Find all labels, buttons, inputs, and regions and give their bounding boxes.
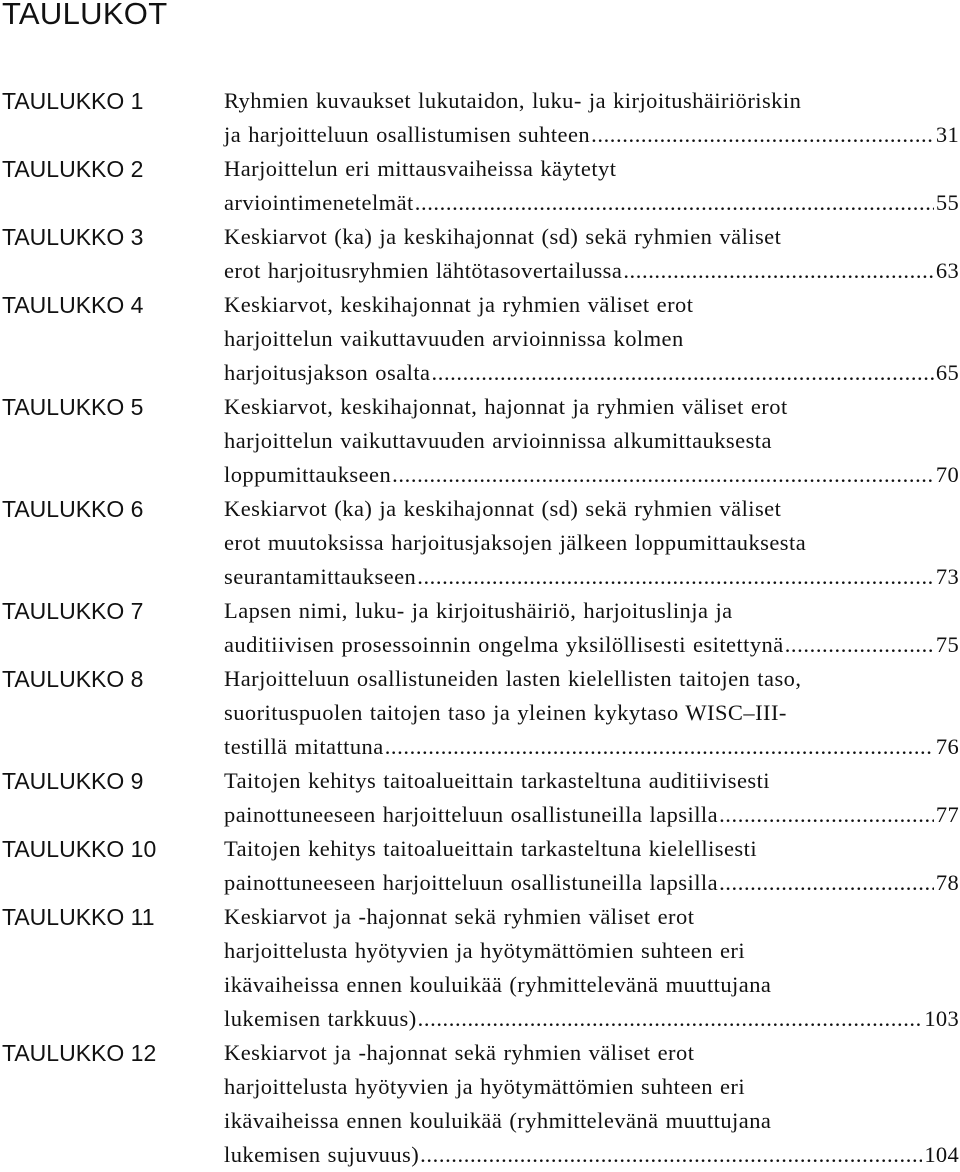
entry-label: TAULUKKO 6 (2, 496, 144, 522)
entry-label: TAULUKKO 10 (2, 836, 157, 862)
toc-entry[interactable] (0, 900, 960, 1036)
entry-title (224, 1036, 960, 1172)
toc-entry[interactable] (0, 594, 960, 662)
entry-title-line: loppumittaukseen (224, 462, 392, 487)
entry-title-line: ikävaiheissa ennen kouluikää (ryhmittelevänä muuttujana (224, 1108, 772, 1133)
entry-title-line: testillä mitattuna (224, 734, 384, 759)
page-number: 73 (935, 564, 959, 589)
entry-title-line: erot muutoksissa harjoitusjaksojen jälkeen loppumittauksesta (224, 530, 807, 555)
entry-label: TAULUKKO 11 (2, 904, 155, 930)
entry-label: TAULUKKO 4 (2, 292, 144, 318)
toc-entry[interactable] (0, 832, 960, 900)
page-number: 75 (935, 632, 959, 657)
entry-title-last-line (224, 118, 959, 152)
dot-leader (623, 254, 934, 288)
entry-label: TAULUKKO 9 (2, 768, 144, 794)
entry-title-last-line (224, 730, 959, 764)
entry-title-last-line (224, 186, 959, 220)
entry-title-line: ikävaiheissa ennen kouluikää (ryhmittelevänä muuttujana (224, 972, 772, 997)
entry-label: TAULUKKO 5 (2, 394, 144, 420)
entry-title-last-line (224, 356, 959, 390)
entry-title-line: harjoittelusta hyötyvien ja hyötymättömien suhteen eri (224, 1074, 746, 1099)
entry-title-line: ja harjoitteluun osallistumisen suhteen (224, 122, 591, 147)
entry-title-line: harjoittelun vaikuttavuuden arvioinnissa alkumittauksesta (224, 428, 772, 453)
dot-leader (432, 356, 934, 390)
entry-title (224, 288, 960, 390)
entry-title-line: painottuneeseen harjoitteluun osallistuneilla lapsilla (224, 802, 719, 827)
entry-label: TAULUKKO 8 (2, 666, 144, 692)
toc-entry[interactable] (0, 492, 960, 594)
toc-entry[interactable] (0, 220, 960, 288)
page-number: 31 (935, 122, 959, 147)
entry-title (224, 832, 960, 900)
entry-title (224, 764, 960, 832)
page-number: 103 (924, 1006, 959, 1031)
page-number: 78 (935, 870, 959, 895)
entry-title-line: harjoitusjakson osalta (224, 360, 431, 385)
entry-label: TAULUKKO 1 (2, 88, 144, 114)
entry-title-line: erot harjoitusryhmien lähtötasovertailussa (224, 258, 623, 283)
entry-title-line: arviointimenetelmät (224, 190, 414, 215)
entry-title (224, 390, 960, 492)
entry-title-line: seurantamittaukseen (224, 564, 417, 589)
entry-title-line: Keskiarvot ja -hajonnat sekä ryhmien väliset erot (224, 1040, 695, 1065)
toc-entry[interactable] (0, 152, 960, 220)
page-number: 104 (924, 1142, 959, 1167)
entry-label: TAULUKKO 2 (2, 156, 144, 182)
entry-title-line: Harjoitteluun osallistuneiden lasten kielellisten taitojen taso, (224, 666, 802, 691)
entry-title-line: Taitojen kehitys taitoalueittain tarkasteltuna kielellisesti (224, 836, 758, 861)
entry-label: TAULUKKO 7 (2, 598, 144, 624)
page-number: 63 (935, 258, 959, 283)
entry-title-line: Keskiarvot, keskihajonnat ja ryhmien väliset erot (224, 292, 694, 317)
entry-title-last-line (224, 866, 959, 900)
entry-title-last-line (224, 798, 959, 832)
toc-entry[interactable] (0, 1036, 960, 1172)
entry-title (224, 492, 960, 594)
dot-leader (785, 628, 934, 662)
entry-title-line: harjoittelun vaikuttavuuden arvioinnissa kolmen (224, 326, 684, 351)
page-number: 70 (935, 462, 959, 487)
entry-title-line: auditiivisen prosessoinnin ongelma yksilöllisesti esitettynä (224, 632, 784, 657)
entry-title-line: Keskiarvot ja -hajonnat sekä ryhmien väliset erot (224, 904, 695, 929)
entry-title-last-line (224, 254, 959, 288)
dot-leader (719, 798, 934, 832)
toc-entry[interactable] (0, 764, 960, 832)
page-number: 55 (935, 190, 959, 215)
entry-title-last-line (224, 1138, 959, 1172)
entry-title-last-line (224, 458, 959, 492)
entry-title (224, 152, 960, 220)
entry-title-last-line (224, 628, 959, 662)
entry-title-line: Harjoittelun eri mittausvaiheissa käytetyt (224, 156, 617, 181)
page-number: 77 (935, 802, 959, 827)
page-title: TAULUKOT (2, 0, 168, 31)
page-number: 65 (935, 360, 959, 385)
table-list (0, 84, 960, 1172)
dot-leader (591, 118, 934, 152)
entry-title-line: Keskiarvot (ka) ja keskihajonnat (sd) sekä ryhmien väliset (224, 224, 782, 249)
dot-leader (417, 560, 934, 594)
entry-title-line: lukemisen tarkkuus) (224, 1006, 417, 1031)
toc-entry[interactable] (0, 84, 960, 152)
dot-leader (719, 866, 934, 900)
entry-title-line: Lapsen nimi, luku- ja kirjoitushäiriö, harjoituslinja ja (224, 598, 733, 623)
entry-title-line: painottuneeseen harjoitteluun osallistuneilla lapsilla (224, 870, 719, 895)
entry-label: TAULUKKO 12 (2, 1040, 157, 1066)
entry-title-line: lukemisen sujuvuus) (224, 1142, 420, 1167)
dot-leader (418, 1002, 923, 1036)
toc-entry[interactable] (0, 390, 960, 492)
entry-title-line: harjoittelusta hyötyvien ja hyötymättömien suhteen eri (224, 938, 746, 963)
entry-title-last-line (224, 560, 959, 594)
entry-title (224, 84, 960, 152)
toc-entry[interactable] (0, 288, 960, 390)
entry-title (224, 662, 960, 764)
entry-label: TAULUKKO 3 (2, 224, 144, 250)
dot-leader (415, 186, 934, 220)
entry-title-line: Ryhmien kuvaukset lukutaidon, luku- ja kirjoitushäiriöriskin (224, 88, 802, 113)
page-number: 76 (935, 734, 959, 759)
entry-title (224, 220, 960, 288)
dot-leader (392, 458, 934, 492)
entry-title (224, 594, 960, 662)
toc-entry[interactable] (0, 662, 960, 764)
entry-title (224, 900, 960, 1036)
entry-title-line: suorituspuolen taitojen taso ja yleinen kykytaso WISC–III- (224, 700, 787, 725)
dot-leader (420, 1138, 922, 1172)
dot-leader (385, 730, 934, 764)
entry-title-line: Keskiarvot (ka) ja keskihajonnat (sd) sekä ryhmien väliset (224, 496, 782, 521)
entry-title-line: Taitojen kehitys taitoalueittain tarkasteltuna auditiivisesti (224, 768, 770, 793)
entry-title-line: Keskiarvot, keskihajonnat, hajonnat ja ryhmien väliset erot (224, 394, 788, 419)
entry-title-last-line (224, 1002, 959, 1036)
